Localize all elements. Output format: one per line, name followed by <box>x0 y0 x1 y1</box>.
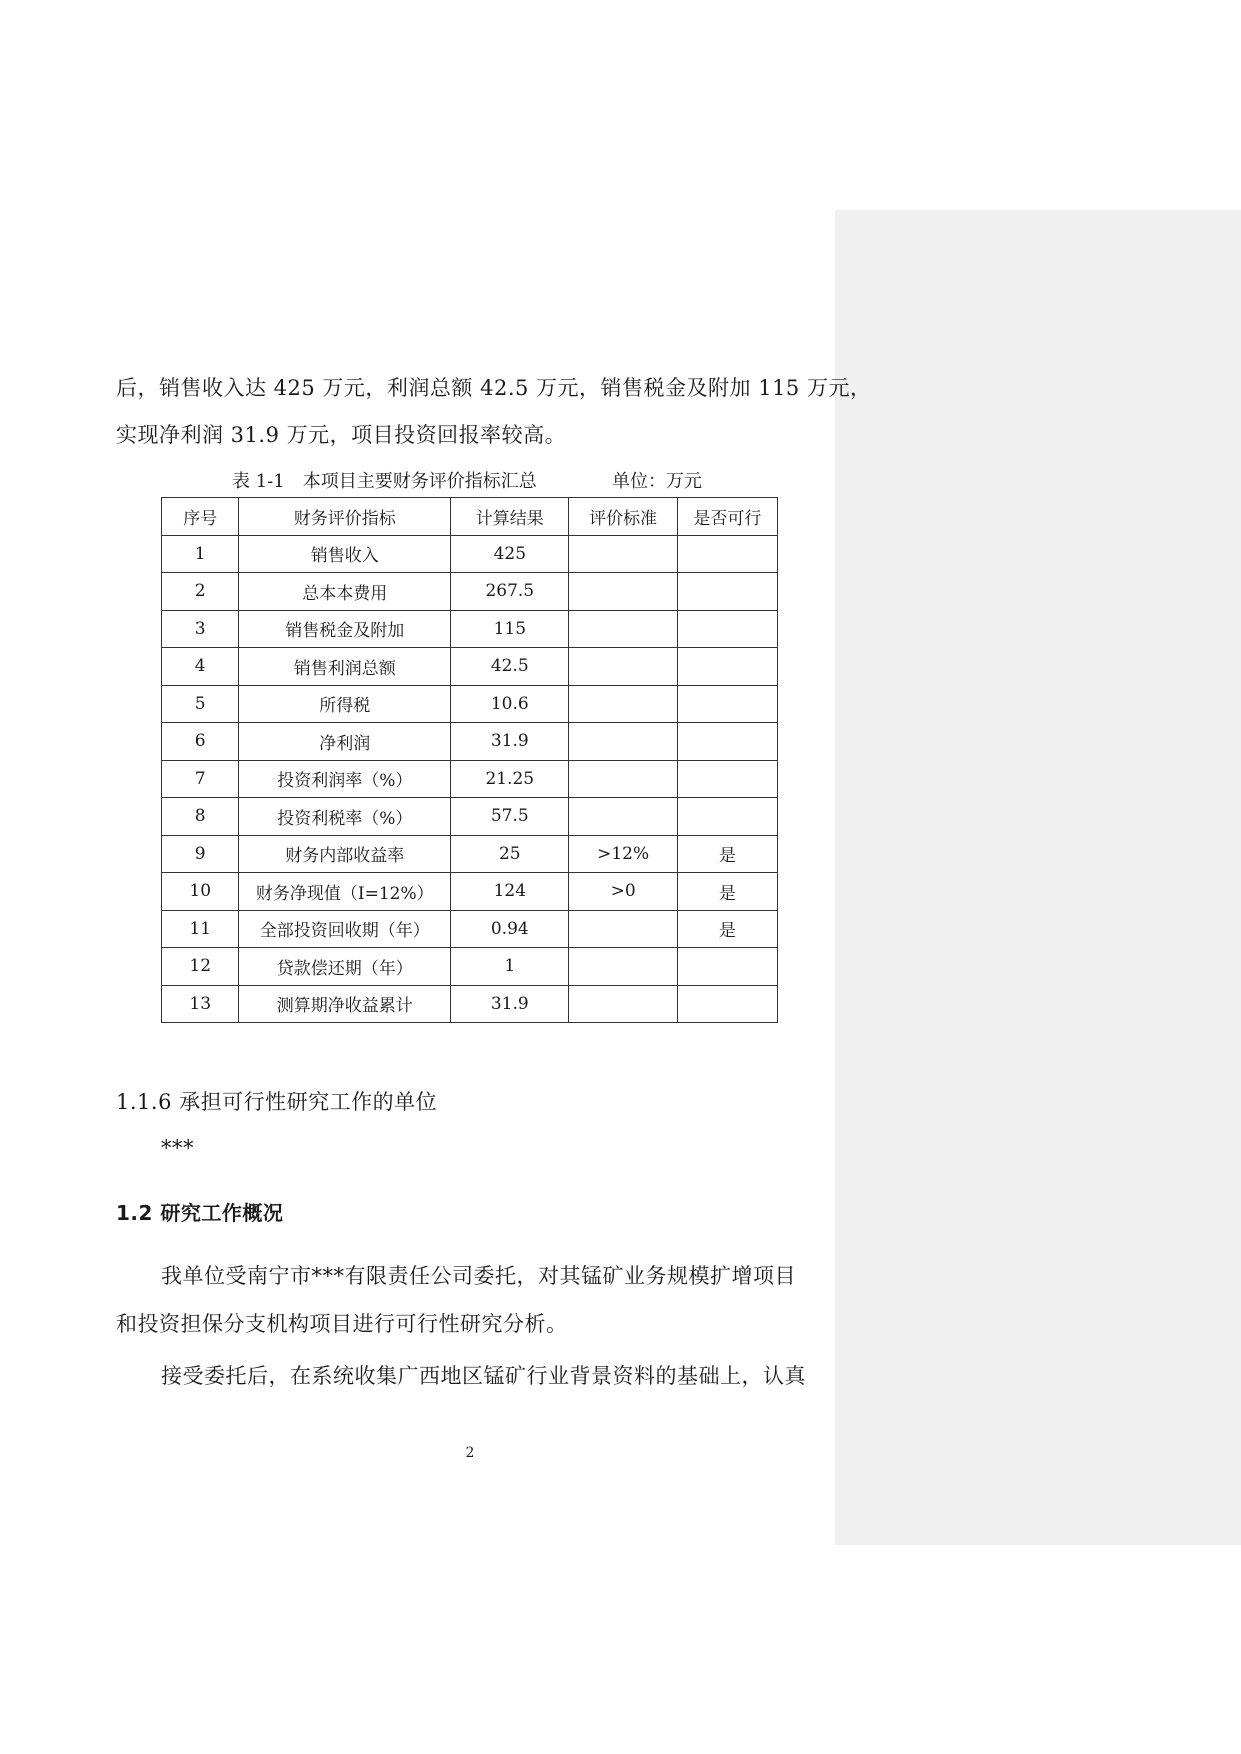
table-cell <box>569 535 677 573</box>
header-cell: 序号 <box>162 498 239 536</box>
table-cell: 31.9 <box>451 723 569 761</box>
table-cell: 13 <box>162 985 239 1023</box>
table-cell: 2 <box>162 573 239 611</box>
table-cell <box>569 985 677 1023</box>
table-cell: 测算期净收益累计 <box>239 985 451 1023</box>
table-cell: 销售税金及附加 <box>239 610 451 648</box>
table-cell: 12 <box>162 948 239 986</box>
table-row <box>162 910 778 948</box>
section-1-1-6-heading: 1.1.6 承担可行性研究工作的单位 <box>116 1090 438 1114</box>
header-cell: 计算结果 <box>451 498 569 536</box>
table-cell: 1 <box>162 535 239 573</box>
table-cell: 净利润 <box>239 723 451 761</box>
table-cell: 267.5 <box>451 573 569 611</box>
table-cell: 是 <box>677 835 777 873</box>
table-row <box>162 985 778 1023</box>
table-cell <box>569 723 677 761</box>
table-cell: >0 <box>569 873 677 911</box>
financial-indicators-table <box>161 497 778 1023</box>
table-cell <box>677 948 777 986</box>
table-row <box>162 535 778 573</box>
table-cell: 115 <box>451 610 569 648</box>
table-row <box>162 835 778 873</box>
table-cell <box>677 610 777 648</box>
section-1-1-6-body: *** <box>161 1136 194 1160</box>
table-cell: 所得税 <box>239 685 451 723</box>
table-cell: 投资利润率（%） <box>239 760 451 798</box>
table-row <box>162 685 778 723</box>
table-cell <box>677 798 777 836</box>
comment-pane <box>835 210 1241 1545</box>
intro-line-1: 后，销售收入达 425 万元，利润总额 42.5 万元，销售税金及附加 115 万元， <box>116 376 872 400</box>
table-cell: 7 <box>162 760 239 798</box>
table-cell: 10 <box>162 873 239 911</box>
table-row <box>162 760 778 798</box>
table-cell <box>569 610 677 648</box>
table-cell: 10.6 <box>451 685 569 723</box>
table-caption: 表 1-1 本项目主要财务评价指标汇总 <box>232 471 537 492</box>
section-1-2-para1-line2: 和投资担保分支机构项目进行可行性研究分析。 <box>116 1312 568 1336</box>
table-cell: 8 <box>162 798 239 836</box>
table-cell: 6 <box>162 723 239 761</box>
table-cell <box>569 648 677 686</box>
table-row <box>162 610 778 648</box>
table-cell: 全部投资回收期（年） <box>239 910 451 948</box>
table-cell: 31.9 <box>451 985 569 1023</box>
table-cell: 42.5 <box>451 648 569 686</box>
table-row <box>162 648 778 686</box>
table-cell: 21.25 <box>451 760 569 798</box>
table-cell: 总本本费用 <box>239 573 451 611</box>
table-cell: 0.94 <box>451 910 569 948</box>
header-cell: 是否可行 <box>677 498 777 536</box>
table-cell <box>569 760 677 798</box>
table-cell: 财务内部收益率 <box>239 835 451 873</box>
table-cell: 425 <box>451 535 569 573</box>
table-cell <box>569 948 677 986</box>
table-row <box>162 948 778 986</box>
section-1-2-para1-line1: 我单位受南宁市***有限责任公司委托，对其锰矿业务规模扩增项目 <box>161 1264 796 1288</box>
table-cell <box>677 535 777 573</box>
page-number: 2 <box>465 1445 475 1461</box>
table-cell: 9 <box>162 835 239 873</box>
intro-line-2: 实现净利润 31.9 万元，项目投资回报率较高。 <box>116 423 567 447</box>
table-row <box>162 573 778 611</box>
table-cell: 3 <box>162 610 239 648</box>
table-cell <box>569 910 677 948</box>
table-cell: 是 <box>677 910 777 948</box>
table-cell <box>677 685 777 723</box>
table-cell <box>569 798 677 836</box>
header-cell: 评价标准 <box>569 498 677 536</box>
section-1-2-heading: 1.2 研究工作概况 <box>116 1201 284 1225</box>
table-cell <box>569 685 677 723</box>
table-cell <box>677 760 777 798</box>
table-cell: 是 <box>677 873 777 911</box>
table-cell: 124 <box>451 873 569 911</box>
section-1-2-para2-line1: 接受委托后，在系统收集广西地区锰矿行业背景资料的基础上，认真 <box>161 1364 806 1388</box>
table-cell: 销售收入 <box>239 535 451 573</box>
table-header-row <box>162 498 778 536</box>
table-cell: 贷款偿还期（年） <box>239 948 451 986</box>
table-cell: 投资利税率（%） <box>239 798 451 836</box>
table-cell: 5 <box>162 685 239 723</box>
table-cell: 4 <box>162 648 239 686</box>
table-cell <box>677 723 777 761</box>
table-cell: 销售利润总额 <box>239 648 451 686</box>
table-cell <box>677 648 777 686</box>
table-row <box>162 798 778 836</box>
header-cell: 财务评价指标 <box>239 498 451 536</box>
table-cell <box>677 985 777 1023</box>
table-cell: 11 <box>162 910 239 948</box>
table-cell: 57.5 <box>451 798 569 836</box>
table-row <box>162 873 778 911</box>
table-cell: 财务净现值（I=12%） <box>239 873 451 911</box>
table-cell: 25 <box>451 835 569 873</box>
table-unit: 单位：万元 <box>612 471 702 492</box>
table-cell: >12% <box>569 835 677 873</box>
table-cell <box>569 573 677 611</box>
table-cell <box>677 573 777 611</box>
table-row <box>162 723 778 761</box>
table-cell: 1 <box>451 948 569 986</box>
